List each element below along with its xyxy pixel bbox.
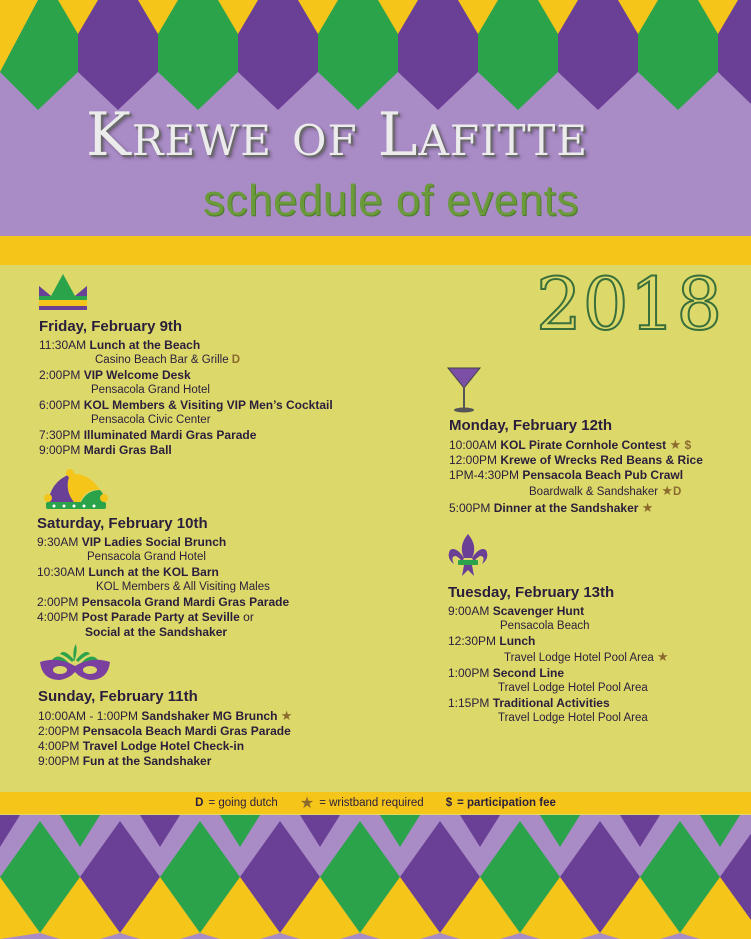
wristband-star-icon: ★ — [641, 500, 654, 515]
day-tuesday — [448, 584, 669, 726]
participation-fee-mark: $ — [445, 797, 453, 809]
event-row: 10:30AM Lunch at the KOL Barn — [37, 565, 219, 579]
event-row: 9:00AM Scavenger Hunt — [448, 604, 585, 618]
event-location: Travel Lodge Hotel Pool Area ★ — [504, 649, 669, 664]
jester-hat-icon — [40, 468, 112, 512]
wristband-star-icon: ★ — [661, 483, 673, 498]
going-dutch-mark: D — [673, 486, 682, 498]
event-location: KOL Members & All Visiting Males — [96, 581, 270, 593]
legend-participation-fee: $ = participation fee — [445, 797, 556, 809]
wristband-star-icon: ★ — [669, 437, 682, 452]
day-title: Friday, February 9th — [39, 318, 183, 335]
event-row: 1:15PM Traditional Activities — [448, 696, 610, 710]
day-title: Saturday, February 10th — [37, 515, 208, 532]
day-saturday — [37, 515, 289, 640]
day-monday — [449, 417, 703, 516]
participation-fee-mark: $ — [684, 438, 692, 452]
event-row: 7:30PM Illuminated Mardi Gras Parade — [39, 428, 257, 442]
event-row: 1:00PM Second Line — [448, 666, 565, 680]
event-location: Pensacola Civic Center — [91, 414, 211, 426]
event-location: Pensacola Grand Hotel — [91, 384, 210, 396]
wristband-star-icon: ★ — [657, 649, 669, 664]
legend-going-dutch: D = going dutch — [195, 797, 278, 809]
going-dutch-mark: D — [231, 354, 241, 366]
year-heading: 2018 — [536, 262, 724, 346]
event-row: 12:00PM Krewe of Wrecks Red Beans & Rice — [449, 453, 703, 467]
event-row: 9:00PM Fun at the Sandshaker — [38, 754, 212, 768]
event-row: 9:00PM Mardi Gras Ball — [39, 443, 172, 457]
wristband-star-icon: ★ — [280, 708, 293, 723]
fleur-de-lis-icon — [446, 532, 490, 580]
event-row: 6:00PM KOL Members & Visiting VIP Men’s Cocktail — [39, 398, 333, 412]
event-row: 2:00PM Pensacola Beach Mardi Gras Parade — [38, 724, 291, 738]
day-friday — [39, 318, 333, 458]
legend-wristband: ★ = wristband required — [299, 795, 424, 812]
title-krewe-of-lafitte: Krewe of Lafitte — [86, 100, 589, 170]
going-dutch-mark: D — [195, 797, 204, 809]
event-row: 4:00PM Post Parade Party at Seville or — [37, 610, 254, 624]
crown-icon — [37, 272, 89, 312]
event-location: Travel Lodge Hotel Pool Area — [498, 712, 648, 724]
cocktail-glass-icon — [446, 366, 482, 414]
event-row: 2:00PM Pensacola Grand Mardi Gras Parade — [37, 595, 290, 609]
day-title: Tuesday, February 13th — [448, 584, 615, 601]
event-row: 10:00AM - 1:00PM Sandshaker MG Brunch ★ — [38, 708, 293, 723]
event-row: 4:00PM Travel Lodge Hotel Check-in — [38, 739, 245, 753]
mask-icon — [38, 640, 112, 684]
wristband-star-icon: ★ — [299, 795, 315, 812]
event-row: 1PM-4:30PM Pensacola Beach Pub Crawl — [449, 468, 684, 482]
legend — [0, 792, 751, 814]
event-row: 10:00AM KOL Pirate Cornhole Contest ★ $ — [449, 437, 692, 452]
day-title: Monday, February 12th — [449, 417, 613, 434]
event-row: 9:30AM VIP Ladies Social Brunch — [37, 535, 227, 549]
event-row: 12:30PM Lunch — [448, 634, 536, 648]
event-row: 5:00PM Dinner at the Sandshaker ★ — [449, 500, 654, 515]
event-row: 11:30AM Lunch at the Beach — [39, 338, 201, 352]
subtitle-schedule: schedule of events — [203, 176, 579, 225]
event-row: Social at the Sandshaker — [85, 625, 228, 639]
event-row: 2:00PM VIP Welcome Desk — [39, 368, 191, 382]
event-location: Boardwalk & Sandshaker ★D — [529, 483, 682, 498]
harlequin-bottom-banner — [0, 815, 751, 939]
event-location: Casino Beach Bar & Grille D — [95, 354, 241, 366]
day-sunday — [38, 688, 292, 769]
event-location: Pensacola Beach — [500, 620, 590, 632]
day-title: Sunday, February 11th — [38, 688, 198, 705]
event-location: Pensacola Grand Hotel — [87, 551, 206, 563]
event-location: Travel Lodge Hotel Pool Area — [498, 682, 648, 694]
